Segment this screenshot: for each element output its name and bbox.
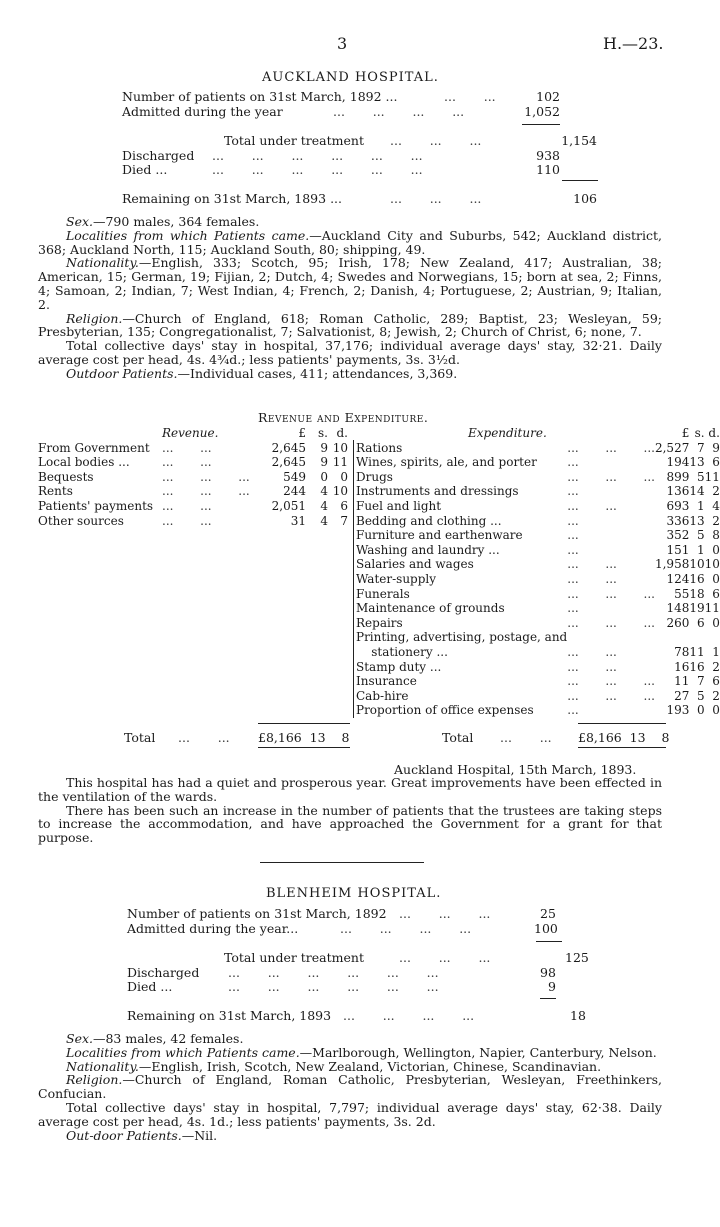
- expenditure-row: [356, 601, 720, 616]
- revenue-dots: ... ...: [162, 498, 212, 513]
- expenditure-row: [356, 616, 720, 631]
- expenditure-pounds: 16: [674, 659, 690, 674]
- expenditure-dots: ...: [567, 601, 579, 616]
- expenditure-label: Wines, spirits, ale, and porter: [356, 455, 537, 470]
- expenditure-dots: ... ... ...: [567, 615, 655, 630]
- revenue-row: [38, 499, 348, 514]
- revenue-pounds: 31: [290, 513, 306, 528]
- expenditure-pence: 6: [712, 455, 720, 470]
- expenditure-pence: 8: [712, 528, 720, 543]
- auckland-signoff: Auckland Hospital, 15th March, 1893.: [394, 762, 637, 777]
- b-stat-died-label: Died ...: [127, 979, 173, 994]
- revenue-total-label: Total: [124, 730, 156, 745]
- expenditure-pounds: 260: [666, 615, 690, 630]
- b-outdoor-label: Out-door Patients.: [66, 1127, 182, 1143]
- expenditure-shillings: 1: [696, 542, 705, 557]
- b-stat-discharged-value: 98: [540, 965, 556, 980]
- expenditure-pence: [705, 630, 720, 645]
- localities-text: —Auckland City and Suburbs, 542; Auckland district, 368; Auckland North, 115; Auckland South, 80; shipping, 49.: [38, 227, 663, 257]
- expenditure-row: [356, 587, 720, 602]
- revenue-row: [38, 441, 348, 456]
- expenditure-row: [356, 441, 720, 456]
- b-stat-start-value: 25: [540, 906, 556, 921]
- expenditure-row: [356, 557, 720, 572]
- expenditure-label: stationery ...: [356, 644, 448, 659]
- expenditure-shillings: 5: [696, 688, 705, 703]
- expenditure-pounds: 1,958: [654, 557, 690, 572]
- revenue-row: [38, 514, 348, 529]
- expenditure-label: Instruments and dressings: [356, 484, 519, 499]
- days-text: Total collective days' stay in hospital, 37,176; individual average days' stay, 32·21. Daily average cost per head, 4s. 4¾d.; less patients' payments, 3s. 3½d.: [38, 338, 662, 367]
- expenditure-total-label: Total: [442, 730, 474, 745]
- b-religion-label: Religion.: [66, 1072, 123, 1088]
- revenue-pence: 6: [340, 498, 348, 513]
- section-divider: [260, 862, 424, 863]
- b-stat-start-label: Number of patients on 31st March, 1892: [127, 906, 387, 921]
- revenue-pence: 10: [332, 484, 348, 499]
- revenue-pence: 11: [332, 455, 348, 470]
- expenditure-pounds: 148: [666, 601, 690, 616]
- expenditure-label: Stamp duty ...: [356, 659, 442, 674]
- series-code: H.—23.: [603, 34, 664, 53]
- expenditure-pounds: 55: [674, 586, 690, 601]
- stat-admitted-label: Admitted during the year: [122, 104, 283, 119]
- expenditure-shillings: 7: [696, 674, 705, 689]
- expenditure-dots: ... ...: [567, 571, 617, 586]
- expenditure-row: [356, 514, 720, 529]
- religion-text: —Church of England, 618; Roman Catholic, 289; Baptist, 23; Wesleyan, 59; Presbyterian, 135; Congregationalist, 7; Salvationist, 8; Jewish, 2; Church of Christ, 6; none, 7.: [38, 310, 662, 340]
- stat-admitted-value: 1,052: [524, 104, 560, 119]
- revenue-dots: ... ... ...: [162, 484, 250, 499]
- expenditure-pounds: 151: [666, 542, 690, 557]
- expenditure-dots: ...: [567, 528, 579, 543]
- revenue-shillings: 4: [320, 513, 328, 528]
- revenue-label: Patients' payments: [38, 498, 154, 513]
- revenue-pence: 7: [340, 513, 348, 528]
- expenditure-row: [356, 455, 720, 470]
- expenditure-dots: ...: [567, 542, 579, 557]
- b-nationality-text: —English, Irish, Scotch, New Zealand, Victorian, Chinese, Scandinavian.: [138, 1058, 602, 1074]
- auckland-details: [38, 215, 662, 381]
- revenue-pounds: 2,645: [271, 440, 306, 455]
- expenditure-pence: 2: [712, 688, 720, 703]
- stat-start-label: Number of patients on 31st March, 1892 ...: [122, 89, 398, 104]
- expenditure-label: Rations: [356, 440, 403, 455]
- expenditure-pence: 6: [712, 586, 720, 601]
- expenditure-shillings: [689, 630, 704, 645]
- expenditure-dots: ... ... ...: [567, 688, 655, 703]
- sex-text: —790 males, 364 females.: [92, 214, 260, 229]
- expenditure-dots: [567, 630, 655, 645]
- expenditure-pence: 11: [704, 601, 720, 616]
- expenditure-pence: 9: [712, 440, 720, 455]
- expenditure-label: Salaries and wages: [356, 557, 474, 572]
- expenditure-dots: ... ...: [567, 498, 617, 513]
- stat-discharged-label: Discharged: [122, 148, 195, 163]
- b-stat-died-value: 9: [548, 979, 556, 994]
- expenditure-label: Washing and laundry ...: [356, 542, 500, 557]
- b-stat-remaining-value: 18: [570, 1008, 586, 1023]
- expenditure-shillings: 1: [696, 498, 705, 513]
- expenditure-pounds: 336: [666, 513, 690, 528]
- expenditure-pence: 2: [712, 513, 720, 528]
- expenditure-pounds: 352: [666, 528, 690, 543]
- expenditure-pounds: 693: [666, 498, 690, 513]
- expenditure-row: [356, 484, 720, 499]
- expenditure-pence: 11: [704, 469, 720, 484]
- expenditure-pounds: 2,527: [654, 440, 690, 455]
- expenditure-shillings: 16: [689, 571, 705, 586]
- revenue-label: Local bodies ...: [38, 455, 130, 470]
- expenditure-dots: ... ... ...: [567, 469, 655, 484]
- expenditure-row: [356, 630, 720, 645]
- expenditure-label: Repairs: [356, 615, 403, 630]
- expenditure-dots: ... ...: [567, 644, 617, 659]
- b-sex-label: Sex.: [66, 1031, 93, 1046]
- revenue-label: Rents: [38, 484, 73, 499]
- expenditure-label: Funerals: [356, 586, 410, 601]
- expenditure-label: Cab-hire: [356, 688, 409, 703]
- expenditure-shillings: 14: [689, 484, 705, 499]
- revenue-pounds: 2,051: [271, 498, 306, 513]
- accounts-heading: Revenue and Expenditure.: [258, 410, 429, 425]
- expenditure-row: [356, 470, 720, 485]
- blenheim-details: [38, 1032, 662, 1142]
- revenue-shillings: 9: [320, 455, 328, 470]
- revenue-pence: 10: [332, 440, 348, 455]
- stat-remaining-value: 106: [573, 191, 597, 206]
- stat-total-value: 1,154: [561, 133, 597, 148]
- sex-label: Sex.: [66, 214, 93, 229]
- b-stat-remaining-label: Remaining on 31st March, 1893: [127, 1008, 332, 1023]
- expenditure-row: [356, 528, 720, 543]
- expenditure-dots: ... ...: [567, 557, 617, 572]
- expenditure-row: [356, 660, 720, 675]
- expenditure-label: Proportion of office expenses: [356, 703, 534, 718]
- revenue-total-value: £8,166 13 8: [258, 730, 350, 745]
- expenditure-pounds: 899: [666, 469, 690, 484]
- revenue-label: Bequests: [38, 469, 94, 484]
- expenditure-label: Fuel and light: [356, 498, 442, 513]
- expenditure-pounds: 194: [666, 455, 690, 470]
- remark-1: This hospital has had a quiet and prosperous year. Great improvements have been effected in the ventilation of the wards.: [38, 775, 662, 804]
- revenue-pounds: 549: [283, 469, 306, 484]
- revenue-pence: 0: [340, 469, 348, 484]
- stat-discharged-value: 938: [536, 148, 560, 163]
- expenditure-label: Insurance: [356, 674, 417, 689]
- expenditure-shillings: 13: [689, 513, 705, 528]
- revenue-shillings: 0: [320, 469, 328, 484]
- b-stat-total-label: Total under treatment: [224, 950, 364, 965]
- expenditure-dots: ...: [567, 703, 579, 718]
- expenditure-shillings: 16: [689, 659, 705, 674]
- expenditure-row: [356, 703, 720, 718]
- expenditure-row: [356, 543, 720, 558]
- revenue-pounds: 244: [283, 484, 306, 499]
- revenue-table: Revenue. £ s. d. From Government ... ... 2,645 9 10 Local bodies ... ... ... 2,645 9 11 Bequests ... ... ... 549 0 0 Rents ... ... ... 244 4 10 Patients' payments ... ... 2,051 4 6 Other sources ... ... 31 4 7: [38, 426, 348, 528]
- b-localities-label: Localities from which Patients came.: [66, 1044, 300, 1060]
- revenue-dots: ... ...: [162, 513, 212, 528]
- b-outdoor-text: —Nil.: [181, 1127, 218, 1143]
- revenue-heading: Revenue.: [162, 426, 219, 440]
- expenditure-shillings: 19: [689, 601, 705, 616]
- expenditure-pounds: 136: [666, 484, 690, 499]
- expenditure-total-value: £8,166 13 8: [578, 730, 670, 745]
- revenue-label: Other sources: [38, 513, 124, 528]
- revenue-row: [38, 484, 348, 499]
- expenditure-label: Water-supply: [356, 571, 437, 586]
- blenheim-title: BLENHEIM HOSPITAL.: [266, 886, 442, 901]
- b-religion-text: —Church of England, Roman Catholic, Presbyterian, Wesleyan, Freethinkers, Confucian.: [38, 1072, 662, 1102]
- revenue-row: [38, 470, 348, 485]
- expenditure-row: [356, 499, 720, 514]
- stat-total-label: Total under treatment: [224, 133, 364, 148]
- stat-remaining-label: Remaining on 31st March, 1893 ...: [122, 191, 342, 206]
- expenditure-dots: ... ... ...: [567, 586, 655, 601]
- expenditure-shillings: 10: [689, 557, 705, 572]
- revenue-dots: ... ... ...: [162, 469, 250, 484]
- localities-label: Localities from which Patients came.: [66, 227, 310, 243]
- expenditure-label: Maintenance of grounds: [356, 601, 505, 616]
- auckland-title: AUCKLAND HOSPITAL.: [262, 70, 439, 85]
- revenue-dots: ... ...: [162, 440, 212, 455]
- expenditure-dots: ... ...: [567, 659, 617, 674]
- expenditure-table: Expenditure. £ s. d. Rations ... ... ... 2,527 7 9 Wines, spirits, ale, and porter ... 194 13 6 Drugs ... ... ... 899 5 11 Instruments and dressings ... 136 14 2 Fuel and light ... ... 693 1 4 Bedding and clothing ... ... 336 13 2 Furniture and earthenware ... 352 5 8 Washing and laundry ... ... 151 1 0 Salaries and wages ... ... 1,958 10 10 Water-supply ... ... 124 16 0 Funerals ... ... ... 55 18 6 Maintenance of grounds ... 148 19 11 Repairs ... ... ... 260 6 0 Printing, advertising, postage, and stationery ... ... ... 78 11 1 Stamp duty ... ... ... 16 16 2 Insurance ... ... ... 11 7 6 Cab-hire ... ... ... 27 5 2 Proportion of office expenses ... 193 0 0: [356, 426, 720, 718]
- expenditure-dots: ...: [567, 484, 579, 499]
- expenditure-pence: 0: [712, 703, 720, 718]
- remark-2: There has been such an increase in the number of patients that the trustees are taking steps to increase the accommodation, and have approached the Government for a grant for that purpose.: [38, 802, 662, 846]
- expenditure-pence: 10: [704, 557, 720, 572]
- revenue-shillings: 4: [320, 484, 328, 499]
- expenditure-pounds: 193: [666, 703, 690, 718]
- revenue-dots: ... ...: [162, 455, 212, 470]
- expenditure-dots: ... ... ...: [567, 440, 655, 455]
- revenue-pounds: 2,645: [271, 455, 306, 470]
- religion-label: Religion.: [66, 310, 123, 326]
- expenditure-pounds: 124: [666, 571, 690, 586]
- expenditure-pence: 2: [712, 484, 720, 499]
- expenditure-shillings: 6: [696, 615, 705, 630]
- page-number: 3: [337, 34, 348, 53]
- expenditure-row: [356, 674, 720, 689]
- expenditure-pence: 6: [712, 674, 720, 689]
- expenditure-row: [356, 572, 720, 587]
- expenditure-pounds: 11: [674, 674, 690, 689]
- stat-start-value: 102: [536, 89, 560, 104]
- b-nationality-label: Nationality.: [66, 1058, 139, 1074]
- stat-died-value: 110: [536, 162, 560, 177]
- auckland-remarks: [38, 776, 662, 845]
- nationality-text: —English, 333; Scotch, 95; Irish, 178; New Zealand, 417; Australian, 38; American, 15; German, 19; Fijian, 2; Dutch, 4; Swedes and Norwegians, 15; born at sea, 2; Finns, 4; Samoan, 2; Indian, 7; West Indian, 4; French, 2; Danish, 4; Portuguese, 2; Austrian, 9; Italian, 2.: [38, 255, 662, 312]
- b-localities-text: —Marlborough, Wellington, Napier, Canterbury, Nelson.: [299, 1044, 657, 1060]
- expenditure-pence: 2: [712, 659, 720, 674]
- revenue-row: [38, 455, 348, 470]
- nationality-label: Nationality.: [66, 255, 139, 271]
- expenditure-shillings: 5: [696, 528, 705, 543]
- expenditure-shillings: 7: [696, 440, 705, 455]
- expenditure-dots: ...: [567, 513, 579, 528]
- revenue-shillings: 9: [320, 440, 328, 455]
- expenditure-pence: 4: [712, 498, 720, 513]
- stat-died-label: Died ...: [122, 162, 168, 177]
- expenditure-pence: 0: [712, 542, 720, 557]
- outdoor-label: Outdoor Patients.: [66, 365, 178, 381]
- expenditure-pounds: 27: [674, 688, 690, 703]
- expenditure-pounds: 78: [674, 644, 690, 659]
- expenditure-shillings: 13: [689, 455, 705, 470]
- expenditure-row: [356, 689, 720, 704]
- expenditure-label: Drugs: [356, 469, 393, 484]
- expenditure-shillings: 18: [689, 586, 705, 601]
- b-stat-admitted-value: 100: [534, 921, 558, 936]
- b-stat-total-value: 125: [565, 950, 589, 965]
- expenditure-heading: Expenditure.: [468, 426, 547, 440]
- b-stat-admitted-label: Admitted during the year...: [127, 921, 299, 936]
- expenditure-row: [356, 645, 720, 660]
- expenditure-pounds: [655, 630, 689, 645]
- revenue-shillings: 4: [320, 498, 328, 513]
- b-days-text: Total collective days' stay in hospital, 7,797; individual average days' stay, 62·38. Daily average cost per head, 4s. 1d.; less patients' payments, 3s. 2d.: [38, 1099, 662, 1129]
- expenditure-pence: 0: [712, 571, 720, 586]
- expenditure-shillings: 5: [696, 469, 705, 484]
- expenditure-label: Printing, advertising, postage, and: [356, 630, 568, 645]
- outdoor-text: —Individual cases, 411; attendances, 3,369.: [177, 365, 458, 381]
- b-stat-discharged-label: Discharged: [127, 965, 200, 980]
- revenue-label: From Government: [38, 440, 150, 455]
- expenditure-pence: 1: [712, 644, 720, 659]
- expenditure-label: Furniture and earthenware: [356, 528, 523, 543]
- expenditure-pence: 0: [712, 615, 720, 630]
- expenditure-dots: ... ... ...: [567, 674, 655, 689]
- expenditure-dots: ...: [567, 455, 579, 470]
- b-sex-text: —83 males, 42 females.: [92, 1031, 244, 1046]
- expenditure-label: Bedding and clothing ...: [356, 513, 502, 528]
- expenditure-shillings: 11: [689, 644, 705, 659]
- expenditure-shillings: 0: [696, 703, 705, 718]
